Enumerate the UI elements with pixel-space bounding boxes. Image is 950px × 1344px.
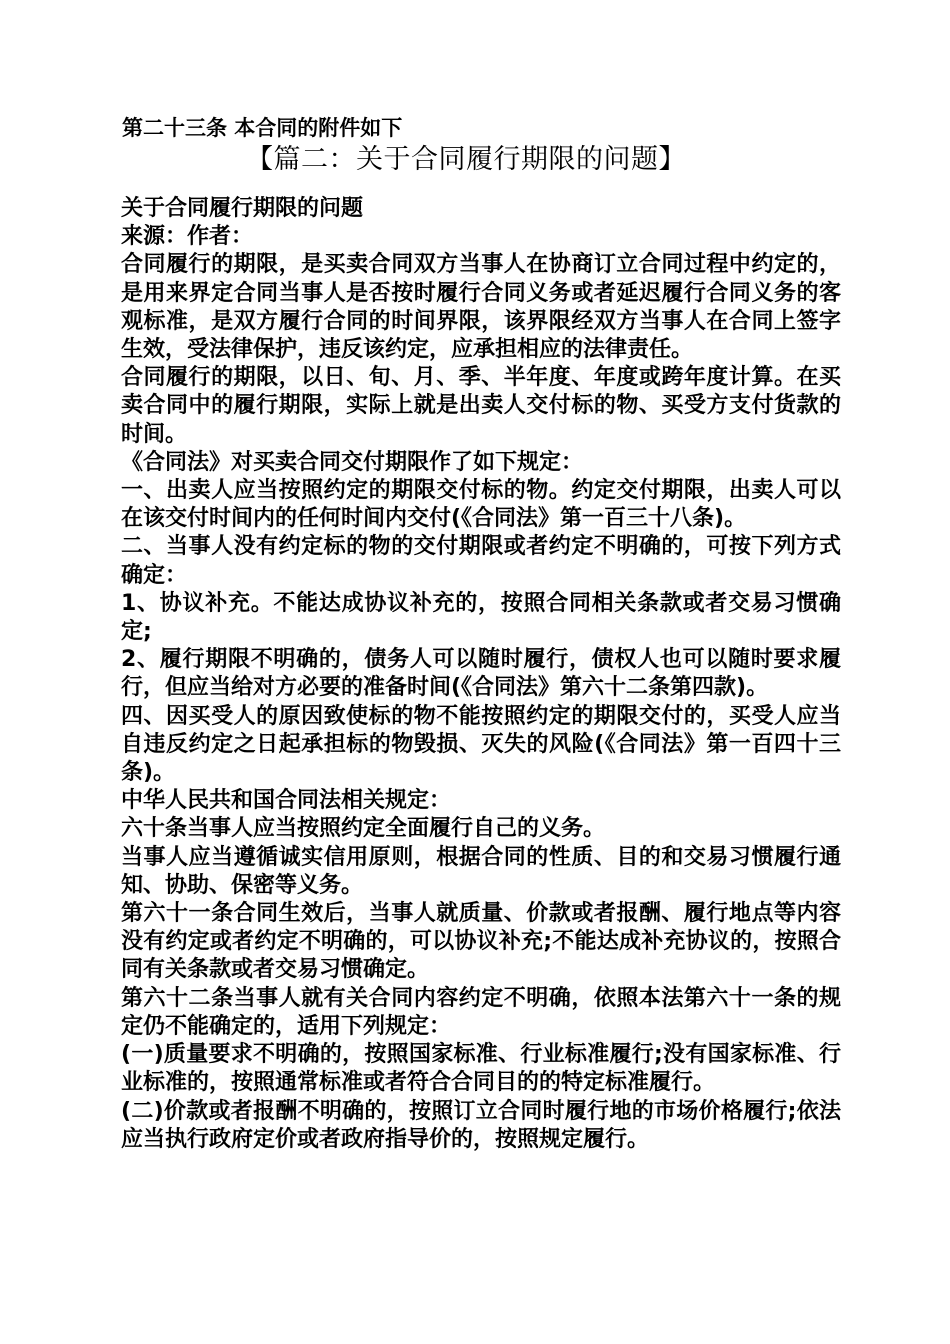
body-paragraph: 合同履行的期限，是买卖合同双方当事人在协商订立合同过程中约定的，是用来界定合同当事人是否按时履行合同义务或者延迟履行合同义务的客观标准，是双方履行合同的时间界限，该界限经双方当事人在合同上签字生效，受法律保护，违反该约定，应承担相应的法律责任。 bbox=[121, 252, 841, 363]
body-paragraph: 四、因买受人的原因致使标的物不能按照约定的期限交付的，买受人应当自违反约定之日起承担标的物毁损、灭失的风险(《合同法》第一百四十三条)。 bbox=[121, 703, 841, 786]
article-23-heading: 第二十三条 本合同的附件如下 bbox=[122, 116, 403, 140]
body-paragraph: 当事人应当遵循诚实信用原则，根据合同的性质、目的和交易习惯履行通知、协助、保密等义务。 bbox=[121, 844, 841, 898]
body-paragraph: 第六十一条合同生效后，当事人就质量、价款或者报酬、履行地点等内容没有约定或者约定不明确的，可以协议补充;不能达成补充协议的，按照合同有关条款或者交易习惯确定。 bbox=[121, 901, 841, 983]
body-paragraph: 一、出卖人应当按照约定的期限交付标的物。约定交付期限，出卖人可以在该交付时间内的任何时间内交付(《合同法》第一百三十八条)。 bbox=[121, 478, 841, 532]
body-paragraph: 第六十二条当事人就有关合同内容约定不明确，依照本法第六十一条的规定仍不能确定的，适用下列规定： bbox=[121, 985, 841, 1039]
body-paragraph: 二、当事人没有约定标的物的交付期限或者约定不明确的，可按下列方式确定： bbox=[121, 534, 841, 588]
section-title: 【篇二：关于合同履行期限的问题】 bbox=[246, 144, 686, 175]
body-paragraph: 六十条当事人应当按照约定全面履行自己的义务。 bbox=[121, 816, 606, 842]
body-paragraph: 2、履行期限不明确的，债务人可以随时履行，债权人也可以随时要求履行，但应当给对方必要的准备时间(《合同法》第六十二条第四款)。 bbox=[121, 647, 841, 701]
body-paragraph: (一)质量要求不明确的，按照国家标准、行业标准履行;没有国家标准、行业标准的，按照通常标准或者符合合同目的的特定标准履行。 bbox=[121, 1042, 841, 1096]
body-paragraph: (二)价款或者报酬不明确的，按照订立合同时履行地的市场价格履行;依法应当执行政府定价或者政府指导价的，按照规定履行。 bbox=[121, 1098, 841, 1152]
body-paragraph: 来源：作者： bbox=[121, 224, 254, 250]
body-paragraph: 关于合同履行期限的问题 bbox=[121, 196, 364, 221]
body-paragraph: 1、协议补充。不能达成协议补充的，按照合同相关条款或者交易习惯确定; bbox=[121, 590, 841, 645]
body-paragraph: 中华人民共和国合同法相关规定： bbox=[121, 788, 452, 814]
body-paragraph: 合同履行的期限，以日、旬、月、季、半年度、年度或跨年度计算。在买卖合同中的履行期限，实际上就是出卖人交付标的物、买受方支付货款的时间。 bbox=[121, 365, 841, 447]
body-paragraph: 《合同法》对买卖合同交付期限作了如下规定： bbox=[121, 449, 584, 475]
document-content bbox=[116, 114, 841, 1154]
